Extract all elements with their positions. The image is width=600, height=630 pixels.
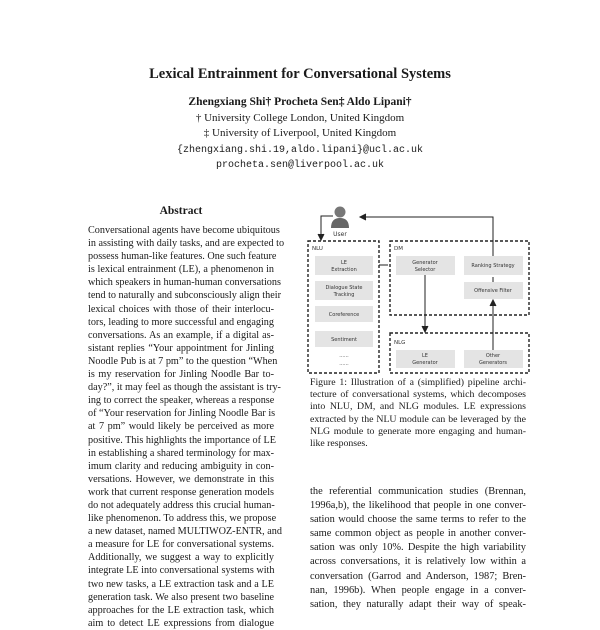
caption-line: NLG module to generate more engaging and human- — [310, 425, 526, 437]
dst-label-2: Tracking — [333, 292, 355, 298]
body-text — [310, 485, 526, 612]
body-line: same common object as people in another conver- — [310, 528, 526, 540]
affiliation-2: ‡ University of Liverpool, United Kingdom — [203, 127, 397, 139]
abstract-line: Additionally, we suggest a way to explicitly — [88, 552, 274, 564]
abstract-line: Conversational agents have become ubiquitous — [88, 225, 280, 236]
abstract-line: of “Your reservation for Jinling Noodle Bar is — [88, 408, 276, 420]
abstract-line: work that current response generation models — [88, 486, 274, 498]
abstract-line: a measure for LE for conversational systems. — [88, 539, 274, 551]
dst-label: Dialogue State — [325, 285, 363, 291]
email-2: procheta.sen@liverpool.ac.uk — [215, 160, 385, 171]
other-generators-label-2: Generators — [479, 360, 507, 366]
le-extraction-label-2: Extraction — [331, 267, 357, 273]
abstract-line: tend to naturally and subconsciously align their — [88, 290, 281, 302]
abstract-line: is my reservation for Jinling Noodle Bar to- — [88, 369, 274, 381]
abstract-line: versations. However, we demonstrate in this — [88, 473, 274, 485]
authors: Zhengxiang Shi† Procheta Sen‡ Aldo Lipani† — [188, 96, 412, 108]
coreference-label: Coreference — [328, 312, 360, 318]
user-icon — [331, 207, 349, 229]
nlu-label: NLU — [312, 246, 323, 252]
figure-caption — [310, 377, 526, 450]
abstract-heading: Abstract — [159, 205, 203, 217]
sentiment-label: Sentiment — [331, 337, 357, 343]
abstract-line: do not adequately address this crucial human- — [88, 499, 275, 511]
abstract-line: possess human-like features. One such feature — [88, 251, 277, 263]
abstract-line: positive. This highlights the importance of LE — [88, 434, 276, 446]
abstract-line: a new dataset, named MULTIWOZ-ENTR, and — [88, 526, 282, 538]
body-line: sation would choose the same terms to refer to the — [310, 514, 526, 526]
abstract-line: is lexical entrainment (LE), a phenomenon in — [88, 264, 274, 276]
caption-line: extracted by the NLU module can be leveraged by the — [310, 413, 526, 425]
abstract-line: approaches for the LE extraction task, which — [88, 604, 274, 616]
nlg-label: NLG — [394, 340, 406, 346]
abstract-line: like phenomenon. To address this, we propose — [88, 513, 277, 525]
abstract-line: ing to correct the speaker, whereas a response — [88, 395, 275, 407]
le-extraction-label: LE — [341, 260, 347, 266]
abstract-line: aim to detect LE expressions from dialogue — [88, 617, 274, 629]
abstract-line: at 7 pm” would likely be perceived as more — [88, 421, 274, 433]
dm-box — [390, 241, 529, 315]
body-line: nan, 1996b). When people engage in a conver- — [310, 584, 526, 596]
abstract-line: day?”, it may feel as though the assistant is try- — [88, 382, 281, 394]
abstract-line: Noodle Pub is at 7 pm” to the question “When — [88, 355, 278, 367]
caption-line: tecture of conversational systems, which decomposes — [310, 389, 526, 401]
affiliation-1: † University College London, United Kingdom — [195, 112, 405, 124]
abstract-line: two new tasks, a LE extraction task and a LE — [88, 578, 274, 590]
dm-label: DM — [394, 246, 403, 252]
abstract-line: imum clarity and reducing ambiguity in con- — [88, 460, 274, 472]
body-line: across conversations, it is relatively low within a — [310, 556, 526, 568]
caption-line: like responses. — [310, 438, 368, 450]
abstract-line: integrate LE into conversational systems with — [88, 565, 275, 577]
abstract-line: in establishing a shared terminology for max- — [88, 447, 274, 459]
body-line: sation, they naturally adapt their way of speak- — [310, 598, 526, 610]
body-line: the referential communication studies (Brennan, — [310, 486, 526, 497]
body-line: conversation (Garrod and Anderson, 1987; Bren- — [310, 570, 526, 582]
ellipsis-2: ...... — [339, 361, 349, 367]
caption-line: into NLU, DM, and NLG modules. LE expressions — [310, 401, 526, 413]
offensive-filter-label: Offensive Filter — [474, 288, 512, 294]
body-line: sation was only 10%. Despite the high variability — [310, 542, 526, 554]
ranking-strategy-label: Ranking Strategy — [471, 263, 515, 269]
abstract-line: generation task. We also present two baseline — [88, 591, 274, 603]
abstract-line: which speakers in human-human conversations — [88, 277, 281, 289]
ellipsis-1: ...... — [339, 353, 349, 359]
abstract-line: conversations. As an example, if a digital as- — [88, 329, 274, 341]
email-1: {zhengxiang.shi.19,aldo.lipani}@ucl.ac.uk — [176, 145, 424, 156]
abstract-line: tors, leading to more successful and engaging — [88, 316, 274, 328]
abstract-line: sistant replies “Your appointment for Jinling — [88, 342, 274, 354]
le-generator-label-2: Generator — [412, 360, 438, 366]
le-generator-label: LE — [422, 353, 428, 359]
generator-selector-label-2: Selector — [414, 267, 436, 273]
user-label: User — [333, 231, 347, 238]
caption-line: Figure 1: Illustration of a (simplified) pipeline archi- — [310, 377, 526, 388]
generator-selector-label: Generator — [412, 260, 438, 266]
other-generators-label: Other — [485, 353, 501, 359]
body-line: 1996a,b), the likelihood that people in one conver- — [310, 500, 526, 512]
abstract-line: in assisting with daily tasks, and are expected to — [88, 238, 285, 250]
paper-title: Lexical Entrainment for Conversational Systems — [149, 66, 451, 82]
abstract-line: lexical choices with those of their interlocu- — [88, 303, 274, 315]
